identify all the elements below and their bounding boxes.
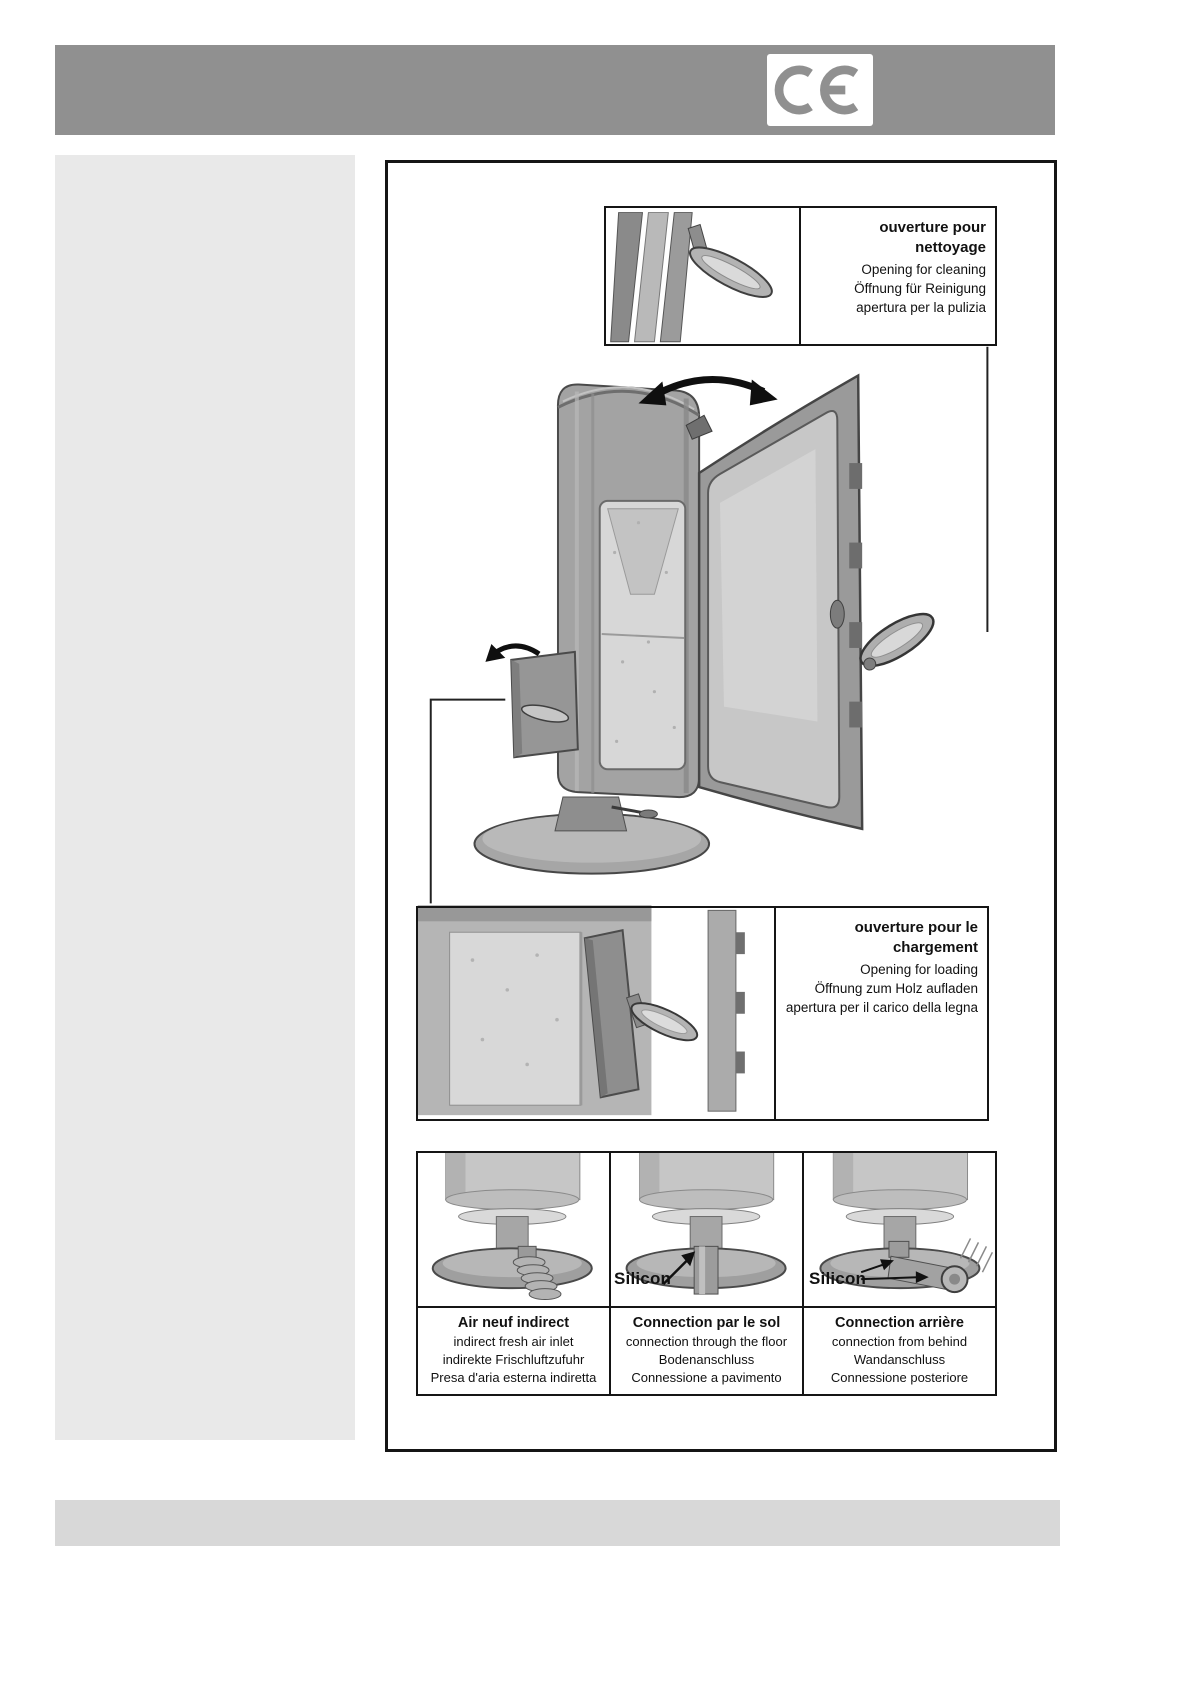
side-loading-door-illustration	[511, 652, 578, 757]
caption-fr: Air neuf indirect	[457, 1315, 570, 1331]
loading-label-it: apertura per il carico della legna	[785, 1000, 978, 1015]
cleaning-label-fr: ouverture pour nettoyage	[879, 219, 986, 256]
illustration-frame	[385, 160, 1057, 1452]
base-connection-panels	[416, 1151, 997, 1396]
loading-connector-line	[431, 700, 506, 904]
panel-floor-connection-caption	[611, 1306, 802, 1394]
panel-air-inlet	[416, 1151, 611, 1396]
loading-label-fr: ouverture pour le chargement	[854, 919, 978, 956]
stove-illustration	[474, 376, 940, 874]
header-bar	[55, 45, 1055, 135]
caption-de: Wandanschluss	[853, 1352, 946, 1367]
panel-air-inlet-caption	[418, 1306, 609, 1394]
cleaning-label-en: Opening for cleaning	[861, 262, 986, 277]
left-margin-panel	[55, 155, 355, 1440]
caption-it: Connessione posteriore	[830, 1370, 969, 1385]
cleaning-callout-text	[799, 206, 997, 346]
cleaning-label-it: apertura per la pulizia	[856, 300, 986, 315]
rotation-arrow-icon	[638, 379, 777, 405]
panel-air-inlet-picture	[418, 1153, 609, 1306]
caption-it: Connessione a pavimento	[631, 1370, 782, 1385]
silicon-label: Silicon	[614, 1269, 672, 1288]
ce-mark-icon	[767, 54, 873, 126]
cleaning-callout	[604, 206, 997, 346]
caption-de: Bodenanschluss	[658, 1352, 755, 1367]
caption-en: indirect fresh air inlet	[453, 1334, 574, 1349]
loading-label-de: Öffnung zum Holz aufladen	[814, 981, 978, 996]
cleaning-callout-picture	[604, 206, 801, 346]
door-handle-icon	[853, 604, 941, 675]
loading-callout	[416, 906, 989, 1121]
loading-callout-text	[774, 906, 989, 1121]
loading-label-en: Opening for loading	[860, 962, 978, 977]
caption-fr: Connection arrière	[835, 1315, 964, 1331]
caption-it: Presa d'aria esterna indiretta	[430, 1370, 597, 1385]
panel-rear-connection-caption	[804, 1306, 995, 1394]
loading-callout-picture	[416, 906, 776, 1121]
stove-door-open	[686, 376, 862, 829]
caption-en: connection from behind	[831, 1334, 968, 1349]
silicon-label: Silicon	[809, 1269, 867, 1288]
caption-en: connection through the floor	[625, 1334, 788, 1349]
caption-de: indirekte Frischluftzufuhr	[442, 1352, 585, 1367]
cleaning-label-de: Öffnung für Reinigung	[854, 281, 986, 296]
footer-bar	[55, 1500, 1060, 1546]
caption-fr: Connection par le sol	[632, 1315, 781, 1331]
